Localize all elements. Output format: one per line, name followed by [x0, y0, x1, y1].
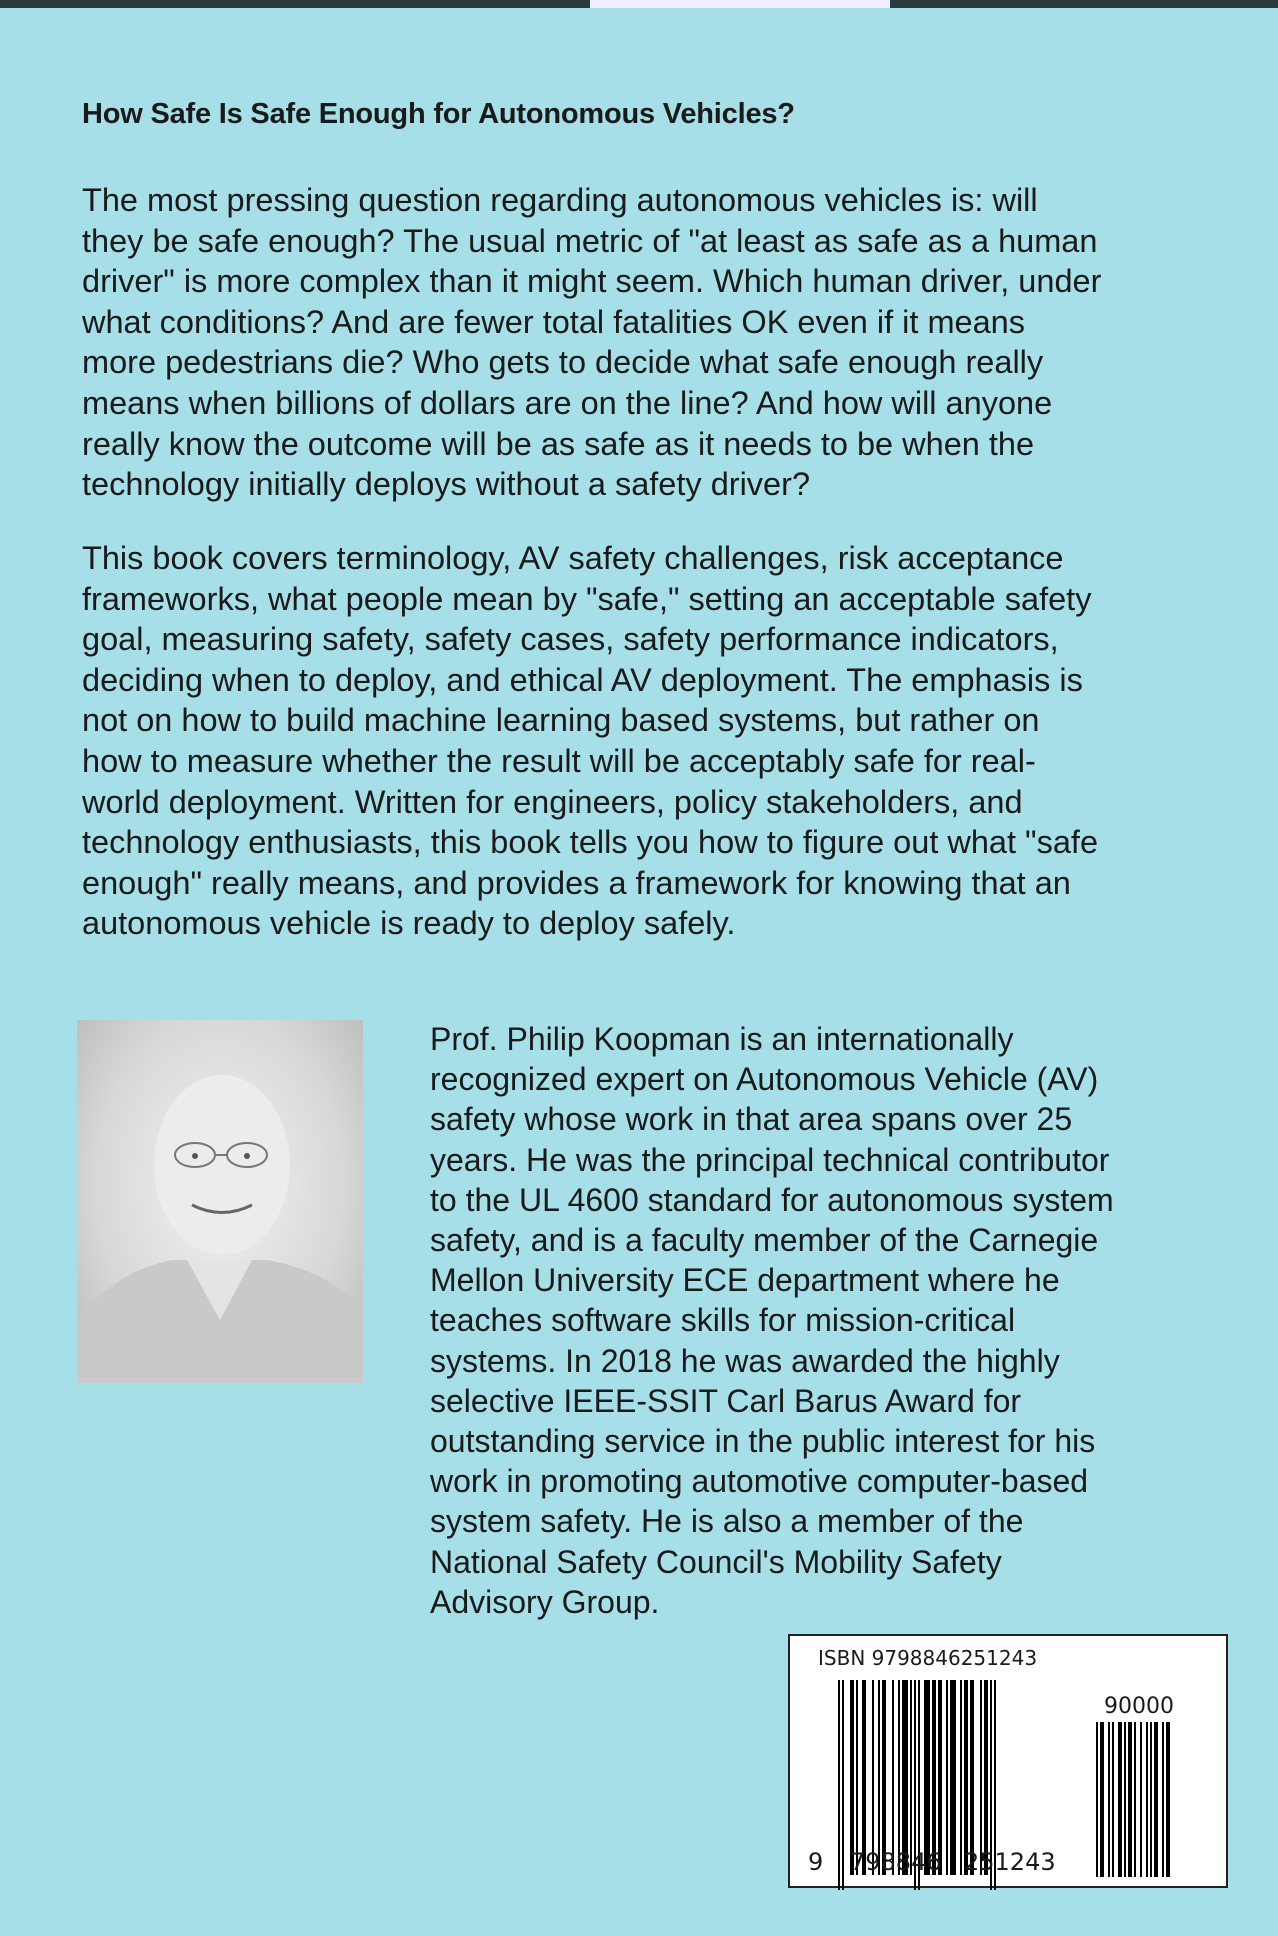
barcode-bar — [980, 1680, 982, 1875]
barcode-digits-right: 251243 — [964, 1848, 1056, 1876]
text-line: deciding when to deploy, and ethical AV deployment. The emphasis is — [82, 661, 1083, 698]
text-line: systems. In 2018 he was awarded the highly — [430, 1342, 1060, 1379]
author-photo — [77, 1020, 363, 1383]
barcode-bar — [964, 1680, 968, 1875]
isbn-label: ISBN 9798846251243 — [818, 1646, 1038, 1670]
barcode-bar — [898, 1680, 900, 1875]
barcode-bar — [984, 1680, 988, 1875]
text-line: Mellon University ECE department where he — [430, 1262, 1060, 1299]
text-line: safety whose work in that area spans over 25 — [430, 1101, 1073, 1138]
barcode-bar — [1100, 1722, 1104, 1877]
barcode-bar — [1134, 1722, 1136, 1877]
text-line: This book covers terminology, AV safety challenges, risk acceptance — [82, 540, 1064, 576]
barcode-bar — [856, 1680, 858, 1875]
text-line: work in promoting automotive computer-based — [430, 1463, 1089, 1500]
barcode-addon-bars — [1096, 1722, 1216, 1882]
barcode-bar — [924, 1680, 930, 1875]
text-line: more pedestrians die? Who gets to decide what safe enough really — [82, 344, 1044, 381]
barcode-digits-left: 798846 — [850, 1848, 942, 1876]
text-line: technology enthusiasts, this book tells you how to figure out what "safe — [82, 824, 1099, 861]
text-line: National Safety Council's Mobility Safety — [430, 1543, 1002, 1580]
text-line: outstanding service in the public interest for his — [430, 1423, 1096, 1460]
text-line: goal, measuring safety, safety cases, safety performance indicators, — [82, 621, 1059, 658]
text-line: Advisory Group. — [430, 1583, 660, 1620]
text-line: autonomous vehicle is ready to deploy safely. — [82, 905, 736, 942]
barcode-bar — [1112, 1722, 1114, 1877]
author-bio — [430, 1019, 1114, 1622]
spine-label-edge — [590, 0, 890, 8]
barcode-bar — [1162, 1722, 1164, 1877]
barcode-bar — [1096, 1722, 1098, 1877]
barcode-bar — [970, 1680, 974, 1875]
text-line: to the UL 4600 standard for autonomous system — [430, 1181, 1114, 1218]
barcode-bar — [1118, 1722, 1122, 1877]
barcode-bar — [1128, 1722, 1132, 1877]
barcode-bar — [862, 1680, 866, 1875]
barcode-bar — [910, 1680, 912, 1875]
barcode-bar — [1154, 1722, 1158, 1877]
text-line: really know the outcome will be as safe as it needs to be when the — [82, 425, 1035, 462]
barcode-bar — [938, 1680, 942, 1875]
author-portrait-illustration — [77, 1020, 363, 1383]
barcode-bar — [1140, 1722, 1142, 1877]
text-line: they be safe enough? The usual metric of "at least as safe as a human — [82, 222, 1098, 259]
text-line: selective IEEE-SSIT Carl Barus Award for — [430, 1382, 1022, 1419]
barcode-bar — [842, 1680, 844, 1890]
barcode-bar — [1108, 1722, 1110, 1877]
text-line: technology initially deploys without a safety driver? — [82, 466, 811, 503]
barcode-bar — [946, 1680, 948, 1875]
barcode-bar — [850, 1680, 854, 1875]
text-line: driver" is more complex than it might seem. Which human driver, under — [82, 263, 1102, 300]
text-line: teaches software skills for mission-critical — [430, 1302, 1016, 1339]
barcode-bar — [892, 1680, 894, 1875]
text-line: frameworks, what people mean by "safe," setting an acceptable safety — [82, 580, 1092, 617]
barcode-bar — [872, 1680, 874, 1875]
barcode-bar — [960, 1680, 962, 1875]
text-line: not on how to build machine learning based systems, but rather on — [82, 702, 1040, 739]
barcode-bar — [882, 1680, 886, 1875]
text-line: years. He was the principal technical contributor — [430, 1141, 1110, 1178]
isbn-barcode — [788, 1634, 1228, 1888]
barcode-bar — [1146, 1722, 1148, 1877]
text-line: Prof. Philip Koopman is an internationally — [430, 1021, 1014, 1057]
barcode-bar — [838, 1680, 840, 1890]
text-line: The most pressing question regarding autonomous vehicles is: will — [82, 182, 1038, 218]
description-paragraph-2 — [82, 538, 1098, 944]
text-line: world deployment. Written for engineers, policy stakeholders, and — [82, 783, 1023, 820]
barcode-bar — [932, 1680, 936, 1875]
barcode-addon-number: 90000 — [1104, 1694, 1174, 1719]
text-line: means when billions of dollars are on the line? And how will anyone — [82, 384, 1053, 421]
text-line: how to measure whether the result will be acceptably safe for real- — [82, 742, 1036, 779]
text-line: what conditions? And are fewer total fatalities OK even if it means — [82, 303, 1026, 340]
description-paragraph-1 — [82, 180, 1101, 505]
barcode-bar — [1150, 1722, 1152, 1877]
text-line: recognized expert on Autonomous Vehicle (AV) — [430, 1061, 1099, 1098]
barcode-bar — [1166, 1722, 1170, 1877]
barcode-bar — [878, 1680, 880, 1875]
barcode-bar — [902, 1680, 908, 1875]
barcode-bar — [950, 1680, 956, 1875]
text-line: system safety. He is also a member of the — [430, 1503, 1024, 1540]
text-line: enough" really means, and provides a framework for knowing that an — [82, 864, 1071, 901]
barcode-digit-first: 9 — [808, 1848, 824, 1876]
text-line: safety, and is a faculty member of the Carnegie — [430, 1222, 1099, 1259]
back-cover-heading: How Safe Is Safe Enough for Autonomous Vehicles? — [82, 98, 795, 130]
barcode-bar — [1124, 1722, 1126, 1877]
